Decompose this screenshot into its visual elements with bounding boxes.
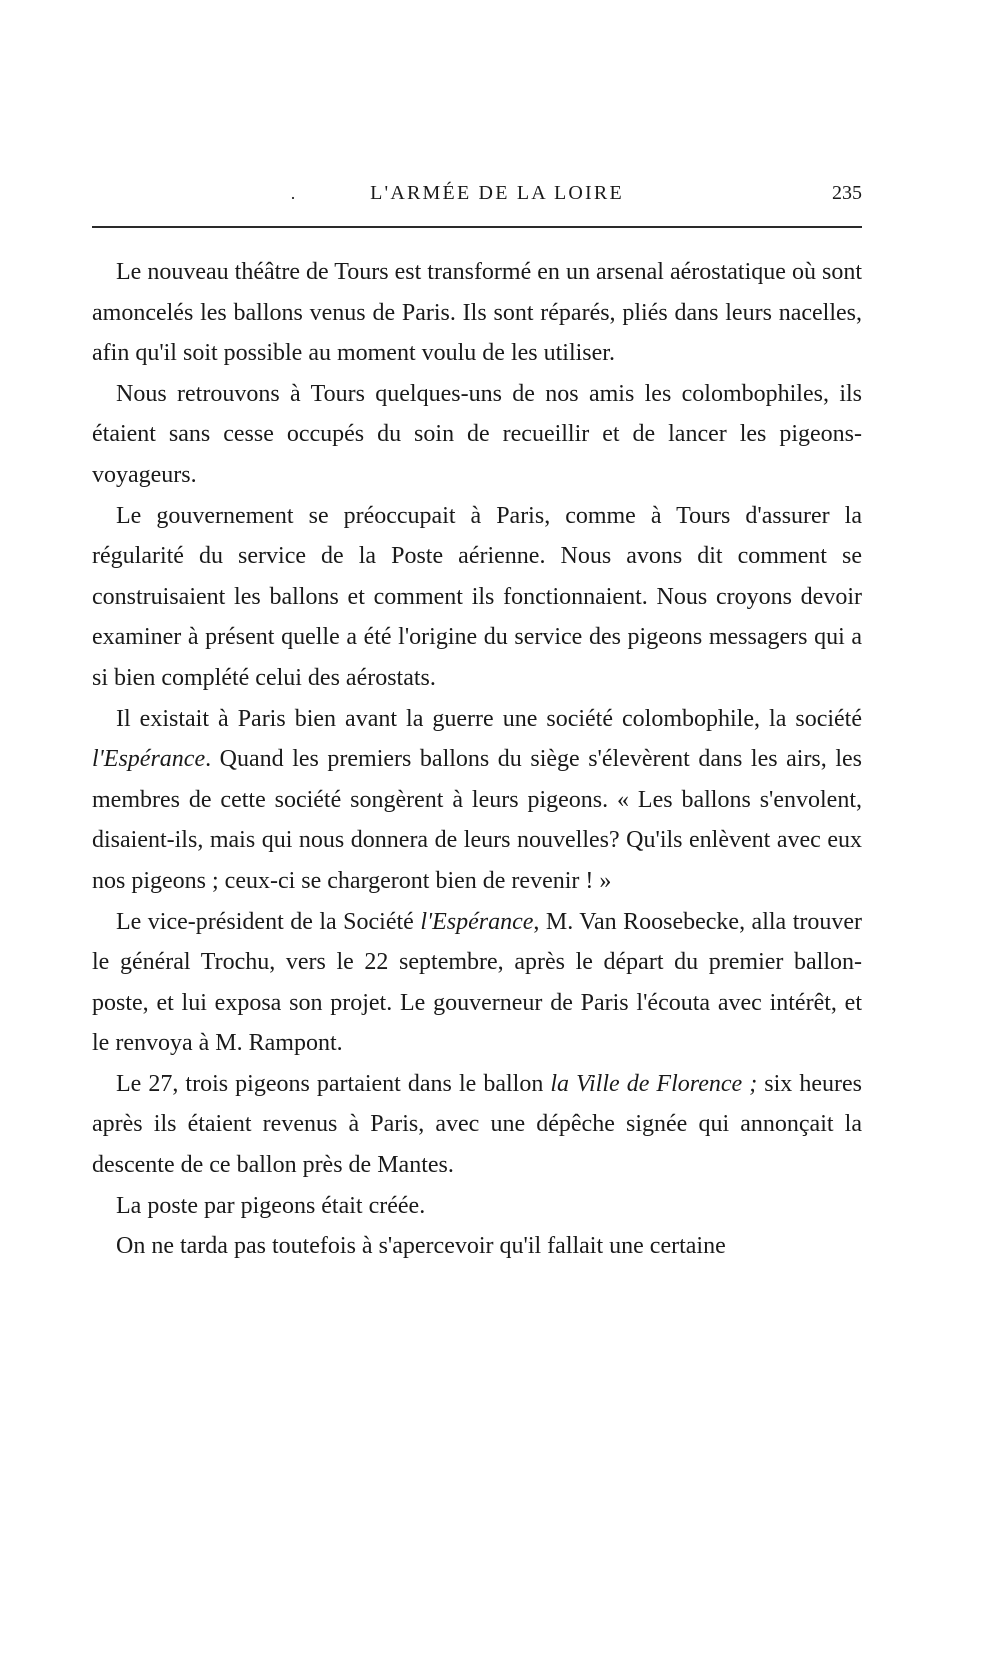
header-dot: · [290, 188, 296, 208]
paragraph-text: Le vice-président de la Société [116, 908, 421, 935]
italic-society-name: l'Espérance [420, 908, 534, 935]
paragraph: Nous retrouvons à Tours quelques-uns de nos amis les colombophiles, ils étaient sans cesse occupés du soin de recueillir et de lancer les pigeons-voyageurs. [92, 380, 862, 488]
paragraph [92, 699, 862, 902]
paragraph: La poste par pigeons était créée. [116, 1192, 426, 1219]
paragraph: On ne tarda pas toutefois à s'apercevoir qu'il fallait une certaine [116, 1233, 726, 1260]
header-rule [92, 226, 862, 228]
paragraph-text: . Quand les premiers ballons du siège s'élevèrent dans les airs, les membres de cette société songèrent à leurs pigeons. « Les ballons s'envolent, disaient-ils, mais qui nous donnera de leurs nouvelles? Qu'ils enlèvent avec eux nos pigeons ; ceux-ci se chargeront bien de revenir ! » [92, 746, 862, 894]
page-number: 235 [832, 182, 862, 204]
paragraph-text: six heures après ils étaient revenus à Paris, avec une dépêche signée qui annonçait la descente de ce ballon près de Mantes. [92, 1070, 862, 1179]
paragraph-text: , M. Van Roosebecke, alla trouver le général Trochu, vers le 22 septembre, après le départ du premier ballon-poste, et lui exposa son projet. Le gouverneur de Paris l'écouta avec intérêt, et le renvoya à M. Rampont. [92, 908, 862, 1057]
paragraph: Le gouvernement se préoccupait à Paris, comme à Tours d'assurer la régularité du service de la Poste aérienne. Nous avons dit comment se construisaient les ballons et comment ils fonctionnaient. Nous croyons devoir examiner à présent quelle a été l'origine du service des pigeons messagers qui a si bien complété celui des aérostats. [92, 502, 862, 691]
running-header [92, 182, 862, 212]
body-text [92, 252, 862, 1267]
paragraph [92, 902, 862, 1064]
paragraph: Le nouveau théâtre de Tours est transformé en un arsenal aérostatique où sont amoncelés les ballons venus de Paris. Ils sont réparés, pliés dans leurs nacelles, afin qu'il soit possible au moment voulu de les utiliser. [92, 259, 862, 367]
paragraph-text: Il existait à Paris bien avant la guerre une société colombophile, la société [116, 705, 862, 732]
paragraph [92, 1064, 862, 1186]
paragraph-text: Le 27, trois pigeons partaient dans le ballon [116, 1070, 551, 1097]
italic-society-name: l'Espérance [92, 746, 206, 773]
italic-balloon-name: la Ville de Florence ; [550, 1070, 758, 1097]
running-title: L'ARMÉE DE LA LOIRE [370, 182, 624, 204]
